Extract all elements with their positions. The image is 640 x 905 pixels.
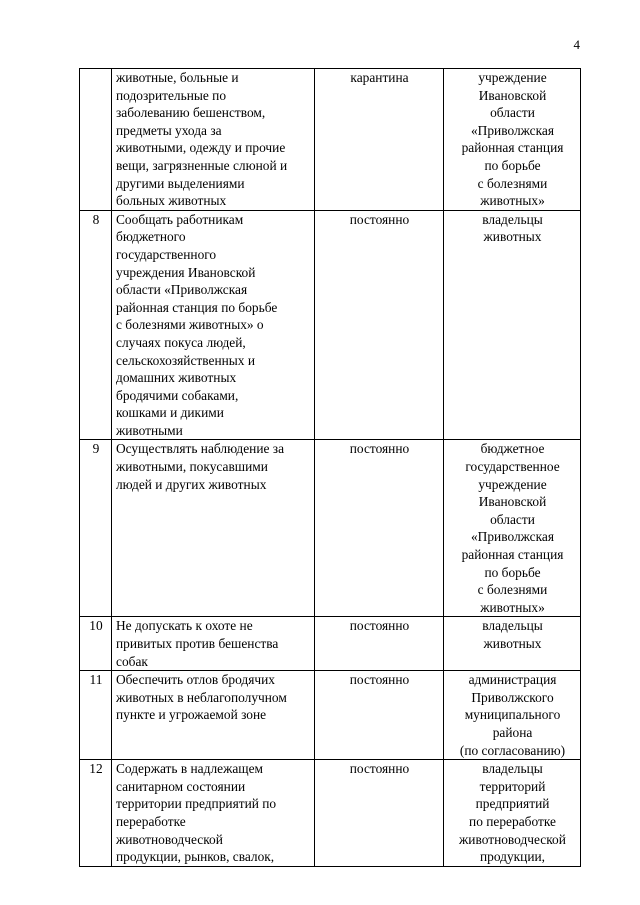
table-row <box>80 760 581 867</box>
responsible-cell <box>444 440 581 617</box>
page-number: 4 <box>573 37 580 52</box>
cell-line: районная станция <box>461 547 564 563</box>
term-cell <box>315 210 444 440</box>
cell-line: бюджетного <box>116 229 186 245</box>
cell-line: владельцы <box>482 618 543 634</box>
cell-line: пункте и угрожаемой зоне <box>116 707 267 723</box>
cell-line: животных <box>483 636 542 651</box>
term-cell <box>315 671 444 760</box>
cell-line: Осуществлять наблюдение за <box>116 441 285 457</box>
responsible-cell <box>444 210 581 440</box>
cell-line: учреждение <box>478 476 547 492</box>
cell-line: Ивановской <box>478 494 547 510</box>
cell-line: государственное <box>465 459 560 475</box>
cell-line: Обеспечить отлов бродячих <box>116 672 275 688</box>
cell-line: (по согласованию) <box>459 742 566 758</box>
row-number-cell: 11 <box>80 671 112 760</box>
action-cell <box>112 69 315 211</box>
cell-line: кошками и дикими <box>116 405 224 421</box>
cell-line: подозрительные по <box>116 87 227 103</box>
responsible-cell <box>444 760 581 867</box>
cell-line: области <box>490 105 535 121</box>
cell-line: владельцы <box>482 761 543 777</box>
cell-line: владельцы <box>482 211 543 227</box>
cell-line: животными <box>116 422 183 438</box>
cell-line: животноводческой <box>116 831 223 847</box>
cell-line: области «Приволжская <box>116 282 248 298</box>
cell-line: области <box>490 511 535 527</box>
cell-line: Содержать в надлежащем <box>116 761 263 777</box>
row-number-cell <box>80 69 112 211</box>
cell-line: постоянно <box>349 672 410 688</box>
cell-line: заболеванию бешенством, <box>116 105 266 121</box>
table-row <box>80 210 581 440</box>
cell-line: продукции, <box>479 849 546 865</box>
cell-line: по борьбе <box>484 157 541 173</box>
action-cell <box>112 760 315 867</box>
cell-line: по переработке <box>469 813 556 829</box>
cell-line: администрация <box>468 672 557 688</box>
cell-line: животными, одежду и прочие <box>116 140 286 156</box>
cell-line: с болезнями <box>477 582 548 598</box>
cell-line: «Приволжская <box>470 529 555 545</box>
cell-line: бродячими собаками, <box>116 387 239 403</box>
action-cell <box>112 440 315 617</box>
responsible-cell <box>444 617 581 671</box>
term-cell <box>315 69 444 211</box>
responsible-cell <box>444 69 581 211</box>
cell-line: санитарном состоянии <box>116 778 246 794</box>
action-cell <box>112 210 315 440</box>
cell-line: постоянно <box>349 761 410 777</box>
table-row <box>80 617 581 671</box>
row-number-cell: 9 <box>80 440 112 617</box>
cell-line: районная станция <box>461 140 564 156</box>
cell-line: государственного <box>116 246 217 262</box>
cell-line: постоянно <box>349 211 410 227</box>
table-body <box>80 69 581 867</box>
cell-line: постоянно <box>349 618 410 634</box>
cell-line: Сообщать работникам <box>116 211 244 227</box>
term-cell <box>315 440 444 617</box>
cell-line: бюджетное <box>480 441 545 457</box>
cell-line: другими выделениями <box>116 175 245 191</box>
cell-line: с болезнями животных» о <box>116 317 264 333</box>
cell-line: предприятий <box>475 796 550 812</box>
cell-line: животными, покусавшими <box>116 459 268 475</box>
cell-line: животноводческой <box>459 831 566 847</box>
cell-line: карантина <box>350 70 409 85</box>
cell-line: с болезнями <box>477 175 548 191</box>
cell-line: района <box>492 724 533 740</box>
term-cell <box>315 617 444 671</box>
cell-line: по борьбе <box>484 564 541 580</box>
cell-line: случаях покуса людей, <box>116 334 246 350</box>
cell-line: территорий <box>479 778 546 794</box>
cell-line: животные, больные и <box>116 70 239 85</box>
cell-line: Не допускать к охоте не <box>116 618 253 634</box>
cell-line: домашних животных <box>116 370 237 386</box>
term-cell <box>315 760 444 867</box>
table-row <box>80 440 581 617</box>
cell-line: районная станция по борьбе <box>116 299 278 315</box>
cell-line: Приволжского <box>471 689 554 705</box>
cell-line: собак <box>116 653 148 669</box>
cell-line: постоянно <box>349 441 410 457</box>
action-cell <box>112 671 315 760</box>
cell-line: привитых против бешенства <box>116 636 279 651</box>
cell-line: сельскохозяйственных и <box>116 352 255 368</box>
cell-line: вещи, загрязненные слюной и <box>116 157 288 173</box>
cell-line: Ивановской <box>478 87 547 103</box>
action-cell <box>112 617 315 671</box>
cell-line: животных» <box>480 193 545 209</box>
cell-line: животных <box>483 229 542 245</box>
cell-line: переработке <box>116 813 186 829</box>
cell-line: животных» <box>480 599 545 615</box>
cell-line: людей и других животных <box>116 476 267 492</box>
row-number-cell: 12 <box>80 760 112 867</box>
cell-line: животных в неблагополучном <box>116 689 287 705</box>
cell-line: учреждения Ивановской <box>116 264 256 280</box>
table-row <box>80 671 581 760</box>
row-number-cell: 8 <box>80 210 112 440</box>
cell-line: больных животных <box>116 193 227 209</box>
responsible-cell <box>444 671 581 760</box>
cell-line: учреждение <box>478 70 547 85</box>
measures-table <box>79 68 581 867</box>
cell-line: продукции, рынков, свалок, <box>116 849 275 865</box>
cell-line: муниципального <box>464 707 561 723</box>
cell-line: территории предприятий по <box>116 796 277 812</box>
cell-line: предметы ухода за <box>116 122 222 138</box>
cell-line: «Приволжская <box>470 122 555 138</box>
table-row <box>80 69 581 211</box>
row-number-cell: 10 <box>80 617 112 671</box>
